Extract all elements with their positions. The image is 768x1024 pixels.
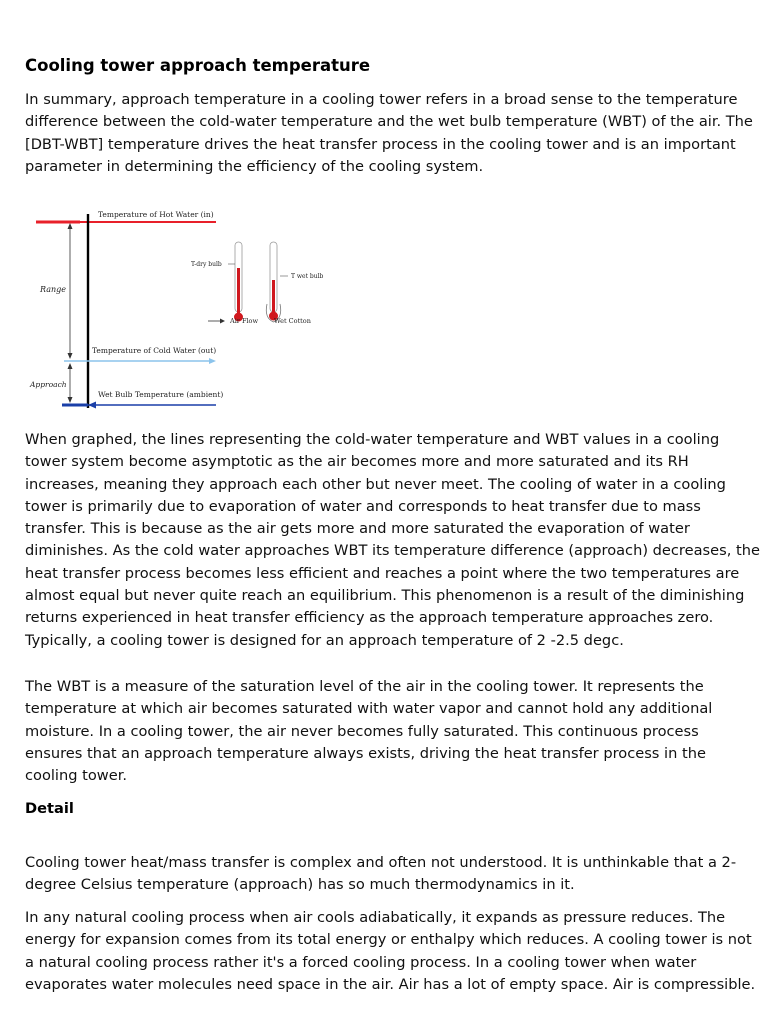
paragraph-wbt: The WBT is a measure of the saturation level of the air in the cooling tower. It represents the temperature at which air becomes saturated with water vapor and cannot hold any additional moisture. In a cooling tower, the air never becomes fully saturated. This continuous process ensures that an approach temperature always exists, driving the heat transfer process in the cooling tower.: [25, 678, 713, 785]
range-label: Range: [40, 285, 66, 294]
detail-heading: Detail: [25, 800, 74, 817]
paragraph-graphed: When graphed, the lines representing the cold-water temperature and WBT values in a cooling tower system become asymptotic as the air becomes more and more saturated and its RH increases, meaning they approach each other but never meet. The cooling of water in a cooling tower is primarily due to evaporation of water and corresponds to heat transfer due to mass transfer. This is because as the air gets more and more saturated the evaporation of water diminishes. As the cold water approaches WBT its temperature difference (approach) decreases, the heat transfer process becomes less efficient and reaches a point where the two temperatures are almost equal but never quite reach an equilibrium. This phenomenon is a result of the diminishing returns experienced in heat transfer efficiency as the approach temperature approaches zero. Typically, a cooling tower is designed for an approach temperature of 2 -2.5 degc.: [25, 431, 760, 649]
wet-bulb-thermo-label: T wet bulb: [291, 273, 324, 280]
approach-arrow-head-bottom: [68, 397, 73, 403]
approach-label: Approach: [30, 380, 67, 389]
air-flow-arrow-head: [220, 319, 225, 324]
dry-bulb-mercury: [237, 268, 240, 314]
dry-bulb-thermometer: [191, 242, 243, 322]
wet-bulb-label: Wet Bulb Temperature (ambient): [98, 390, 224, 399]
range-arrow-head-top: [68, 223, 73, 229]
approach-arrow-head-top: [68, 363, 73, 369]
paragraph-natural-cooling: In any natural cooling process when air cools adiabatically, it expands as pressure reduces. The energy for expansion comes from its total energy or enthalpy which reduces. A cooling tower is not a natural cooling process rather it's a forced cooling process. In a cooling tower when water evaporates water molecules need space in the air. Air has a lot of empty space. Air is compressible.: [25, 909, 756, 993]
air-flow-label: Air Flow: [230, 317, 259, 325]
cold-water-arrow-head: [209, 358, 216, 364]
page-title: Cooling tower approach temperature: [25, 56, 371, 75]
cold-water-label: Temperature of Cold Water (out): [92, 346, 217, 355]
paragraph-summary: In summary, approach temperature in a cooling tower refers in a broad sense to the temperature difference between the cold-water temperature and the wet bulb temperature (WBT) of the air. The [DBT-WBT] temperature drives the heat transfer process in the cooling tower and is an important parameter in determining the efficiency of the cooling system.: [25, 91, 753, 175]
hot-water-label: Temperature of Hot Water (in): [98, 210, 214, 219]
wet-bulb-thermometer: [266, 242, 323, 322]
approach-temperature-diagram: [26, 200, 336, 415]
wet-bulb-mercury: [272, 280, 275, 314]
wet-cotton-label: Wet Cotton: [274, 317, 311, 325]
paragraph-heat-mass: Cooling tower heat/mass transfer is complex and often not understood. It is unthinkable that a 2-degree Celsius temperature (approach) has so much thermodynamics in it.: [25, 854, 737, 894]
dry-bulb-label: T-dry bulb: [191, 261, 222, 268]
range-arrow-head-bottom: [68, 353, 73, 359]
